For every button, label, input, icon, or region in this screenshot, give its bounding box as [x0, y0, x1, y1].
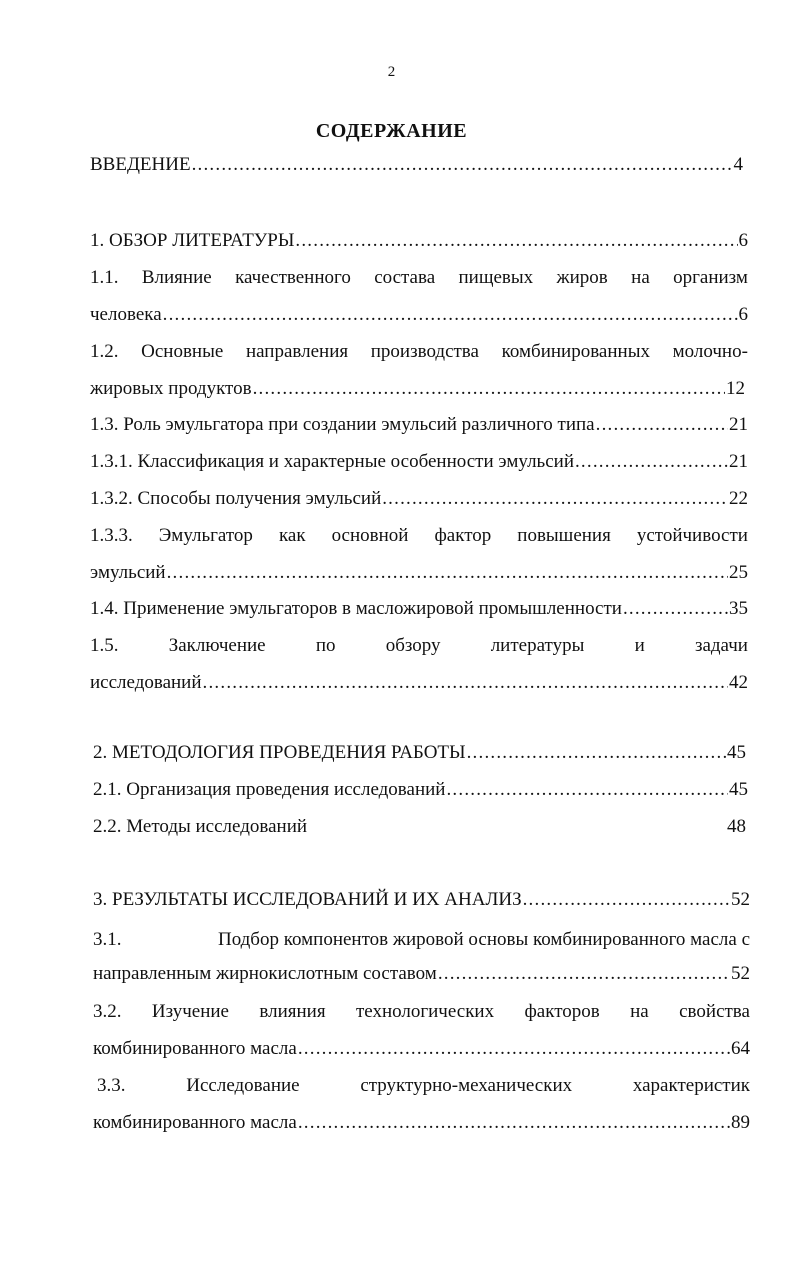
- word: Заключение: [168, 635, 266, 656]
- word: структурно-механических: [360, 1075, 573, 1096]
- toc-entry-section-1: [90, 229, 748, 253]
- toc-entry-text: 1.3. Роль эмульгатора при создании эмульсий различного типа: [90, 414, 595, 435]
- toc-entry-text: жировых продуктов: [90, 378, 252, 399]
- toc-entry-1-5-line1: [90, 634, 748, 658]
- leader-dots: [253, 377, 725, 401]
- leader-dots: [167, 561, 728, 585]
- word: 3.2.: [93, 1001, 122, 1022]
- toc-entry-page: 52: [731, 963, 750, 984]
- toc-entry-text: 2.1. Организация проведения исследований: [93, 779, 446, 800]
- leader-dots: [446, 778, 728, 802]
- toc-entry-1-4: [90, 597, 748, 621]
- leader-dots: [163, 303, 738, 327]
- toc-entry-page: 25: [729, 562, 748, 583]
- leader-dots: [523, 888, 730, 912]
- word: 1.5.: [90, 635, 119, 656]
- toc-entry-3-1-line2: [93, 962, 750, 986]
- toc-entry-page: 6: [738, 304, 748, 325]
- toc-entry-text: 1.4. Применение эмульгаторов в масложировой промышленности: [90, 598, 622, 619]
- word: Подбор компонентов жировой основы комбинированного масла с: [217, 929, 750, 950]
- toc-entry-3-1-line1: [93, 928, 750, 952]
- word: факторов: [524, 1001, 600, 1022]
- toc-entry-page: 6: [738, 230, 748, 251]
- leader-dots: [298, 1037, 730, 1061]
- leader-dots: [623, 597, 728, 621]
- word: обзору: [385, 635, 441, 656]
- toc-entry-text: 3. РЕЗУЛЬТАТЫ ИССЛЕДОВАНИЙ И ИХ АНАЛИЗ: [93, 889, 522, 910]
- toc-entry-text: 2. МЕТОДОЛОГИЯ ПРОВЕДЕНИЯ РАБОТЫ: [93, 742, 466, 763]
- toc-entry-page: 48: [727, 816, 746, 837]
- toc-entry-1-3-3-line2: [90, 561, 748, 585]
- word: задачи: [694, 635, 748, 656]
- leader-dots: [295, 229, 737, 253]
- toc-entry-text: 1.3.2. Способы получения эмульсий: [90, 488, 382, 509]
- toc-entry-1-3-3-line1: [90, 524, 748, 548]
- word: на: [630, 1001, 649, 1022]
- word: повышения: [517, 525, 611, 546]
- word: организм: [673, 267, 748, 288]
- toc-entry-1-2-line1: [90, 340, 748, 364]
- word: на: [631, 267, 650, 288]
- toc-entry-1-3: [90, 413, 748, 437]
- leader-dots: [382, 487, 728, 511]
- toc-entry-page: 45: [727, 742, 746, 763]
- toc-entry-page: 64: [731, 1038, 750, 1059]
- toc-entry-text: комбинированного масла: [93, 1038, 297, 1059]
- page-title: СОДЕРЖАНИЕ: [315, 120, 468, 142]
- word: производства: [370, 341, 479, 362]
- toc-entry-page: 21: [729, 451, 748, 472]
- word: влияния: [259, 1001, 326, 1022]
- word: комбинированных: [501, 341, 650, 362]
- toc-entry-1-3-2: [90, 487, 748, 511]
- toc-entry-text: 2.2. Методы исследований: [93, 816, 308, 837]
- page-number: 2: [387, 64, 396, 80]
- word: и: [634, 635, 645, 656]
- toc-entry-text: 1.3.1. Классификация и характерные особенности эмульсий: [90, 451, 574, 472]
- word: по: [315, 635, 336, 656]
- word: Влияние: [141, 267, 212, 288]
- word: пищевых: [458, 267, 534, 288]
- toc-entry-2-1: [93, 778, 748, 802]
- word: Эмульгатор: [158, 525, 253, 546]
- toc-entry-section-2: [93, 741, 746, 765]
- toc-entry-page: 22: [729, 488, 748, 509]
- word: 1.1.: [90, 267, 119, 288]
- leader-dots: [438, 962, 730, 986]
- word: Основные: [141, 341, 224, 362]
- toc-entry-page: 4: [733, 154, 743, 175]
- word: 3.1.: [93, 929, 122, 950]
- word: характеристик: [632, 1075, 750, 1096]
- toc-entry-3-3-line1: [97, 1074, 750, 1098]
- word: 3.3.: [97, 1075, 126, 1096]
- word: основной: [331, 525, 409, 546]
- word: 1.2.: [90, 341, 119, 362]
- toc-entry-3-2-line2: [93, 1037, 750, 1061]
- toc-entry-1-3-1: [90, 450, 748, 474]
- word: свойства: [679, 1001, 750, 1022]
- toc-entry-text: 1. ОБЗОР ЛИТЕРАТУРЫ: [90, 230, 295, 251]
- leader-dots: [575, 450, 728, 474]
- toc-entry-text: ВВЕДЕНИЕ: [90, 154, 191, 175]
- toc-entry-page: 52: [731, 889, 750, 910]
- leader-dots: [192, 153, 733, 177]
- word: Исследование: [186, 1075, 300, 1096]
- word: Изучение: [151, 1001, 229, 1022]
- word: как: [278, 525, 306, 546]
- word: состава: [374, 267, 436, 288]
- word: технологических: [355, 1001, 495, 1022]
- toc-entry-page: 45: [729, 779, 748, 800]
- toc-entry-2-2: [93, 815, 746, 839]
- leader-dots: [467, 741, 726, 765]
- word: 1.3.3.: [90, 525, 133, 546]
- toc-entry-intro: [90, 153, 743, 177]
- word: качественного: [235, 267, 351, 288]
- toc-entry-1-1-line2: [90, 303, 748, 327]
- toc-entry-page: 21: [729, 414, 748, 435]
- toc-entry-text: направленным жирнокислотным составом: [93, 963, 437, 984]
- toc-entry-1-5-line2: [90, 671, 748, 695]
- leader-dots: [298, 1111, 730, 1135]
- word: устойчивости: [636, 525, 748, 546]
- word: направления: [245, 341, 349, 362]
- toc-entry-page: 89: [731, 1112, 750, 1133]
- toc-entry-3-2-line1: [93, 1000, 750, 1024]
- toc-entry-section-3: [93, 888, 750, 912]
- toc-entry-3-3-line2: [93, 1111, 750, 1135]
- toc-entry-text: человека: [90, 304, 162, 325]
- word: молочно-: [672, 341, 748, 362]
- toc-entry-1-2-line2: [90, 377, 745, 401]
- toc-entry-page: 35: [729, 598, 748, 619]
- toc-entry-text: исследований: [90, 672, 202, 693]
- toc-entry-text: комбинированного масла: [93, 1112, 297, 1133]
- word: фактор: [434, 525, 492, 546]
- toc-entry-text: эмульсий: [90, 562, 166, 583]
- toc-entry-1-1-line1: [90, 266, 748, 290]
- leader-dots: [203, 671, 728, 695]
- word: жиров: [556, 267, 608, 288]
- toc-entry-page: 42: [729, 672, 748, 693]
- toc-entry-page: 12: [726, 378, 745, 399]
- leader-dots: [596, 413, 728, 437]
- word: литературы: [490, 635, 585, 656]
